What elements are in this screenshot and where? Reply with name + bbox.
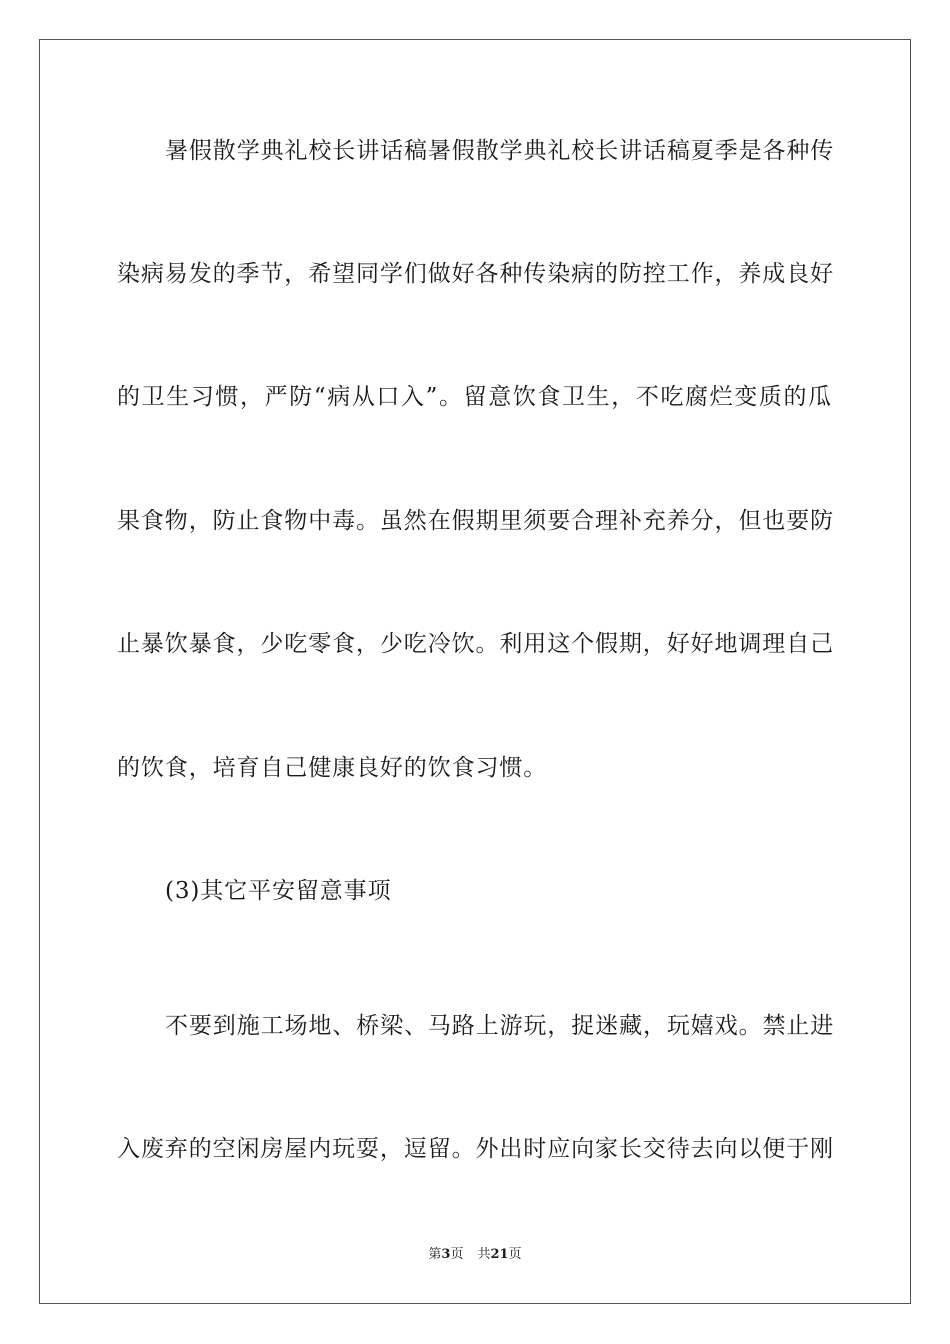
- body-line-5: 止暴饮暴食，少吃零食，少吃冷饮。利用这个假期，好好地调理自己: [117, 631, 834, 657]
- body-line-2: 染病易发的季节，希望同学们做好各种传染病的防控工作，养成良好: [117, 261, 834, 287]
- body-line-1: 暑假散学典礼校长讲话稿暑假散学典礼校长讲话稿夏季是各种传: [165, 138, 835, 164]
- body-line-3: 的卫生习惯，严防“病从口入”。留意饮食卫生，不吃腐烂变质的瓜: [117, 384, 832, 410]
- body-line-8: 不要到施工场地、桥梁、马路上游玩，捉迷藏，玩嬉戏。禁止进: [165, 1013, 835, 1039]
- body-line-9: 入废弃的空闲房屋内玩耍，逗留。外出时应向家长交待去向以便于刚: [117, 1136, 834, 1162]
- total-prefix: 共: [477, 1247, 491, 1262]
- page-suffix: 页: [450, 1247, 464, 1262]
- section-heading: (3)其它平安留意事项: [165, 878, 392, 904]
- current-page-number: 3: [441, 1247, 451, 1262]
- body-line-6: 的饮食，培育自己健康良好的饮食习惯。: [117, 755, 548, 781]
- page-border: [39, 39, 911, 1304]
- total-page-count: 21: [490, 1247, 509, 1262]
- body-line-4: 果食物，防止食物中毒。虽然在假期里须要合理补充养分，但也要防: [117, 508, 834, 534]
- page-prefix: 第: [428, 1247, 442, 1262]
- page-footer: [0, 1246, 950, 1264]
- total-suffix: 页: [508, 1247, 522, 1262]
